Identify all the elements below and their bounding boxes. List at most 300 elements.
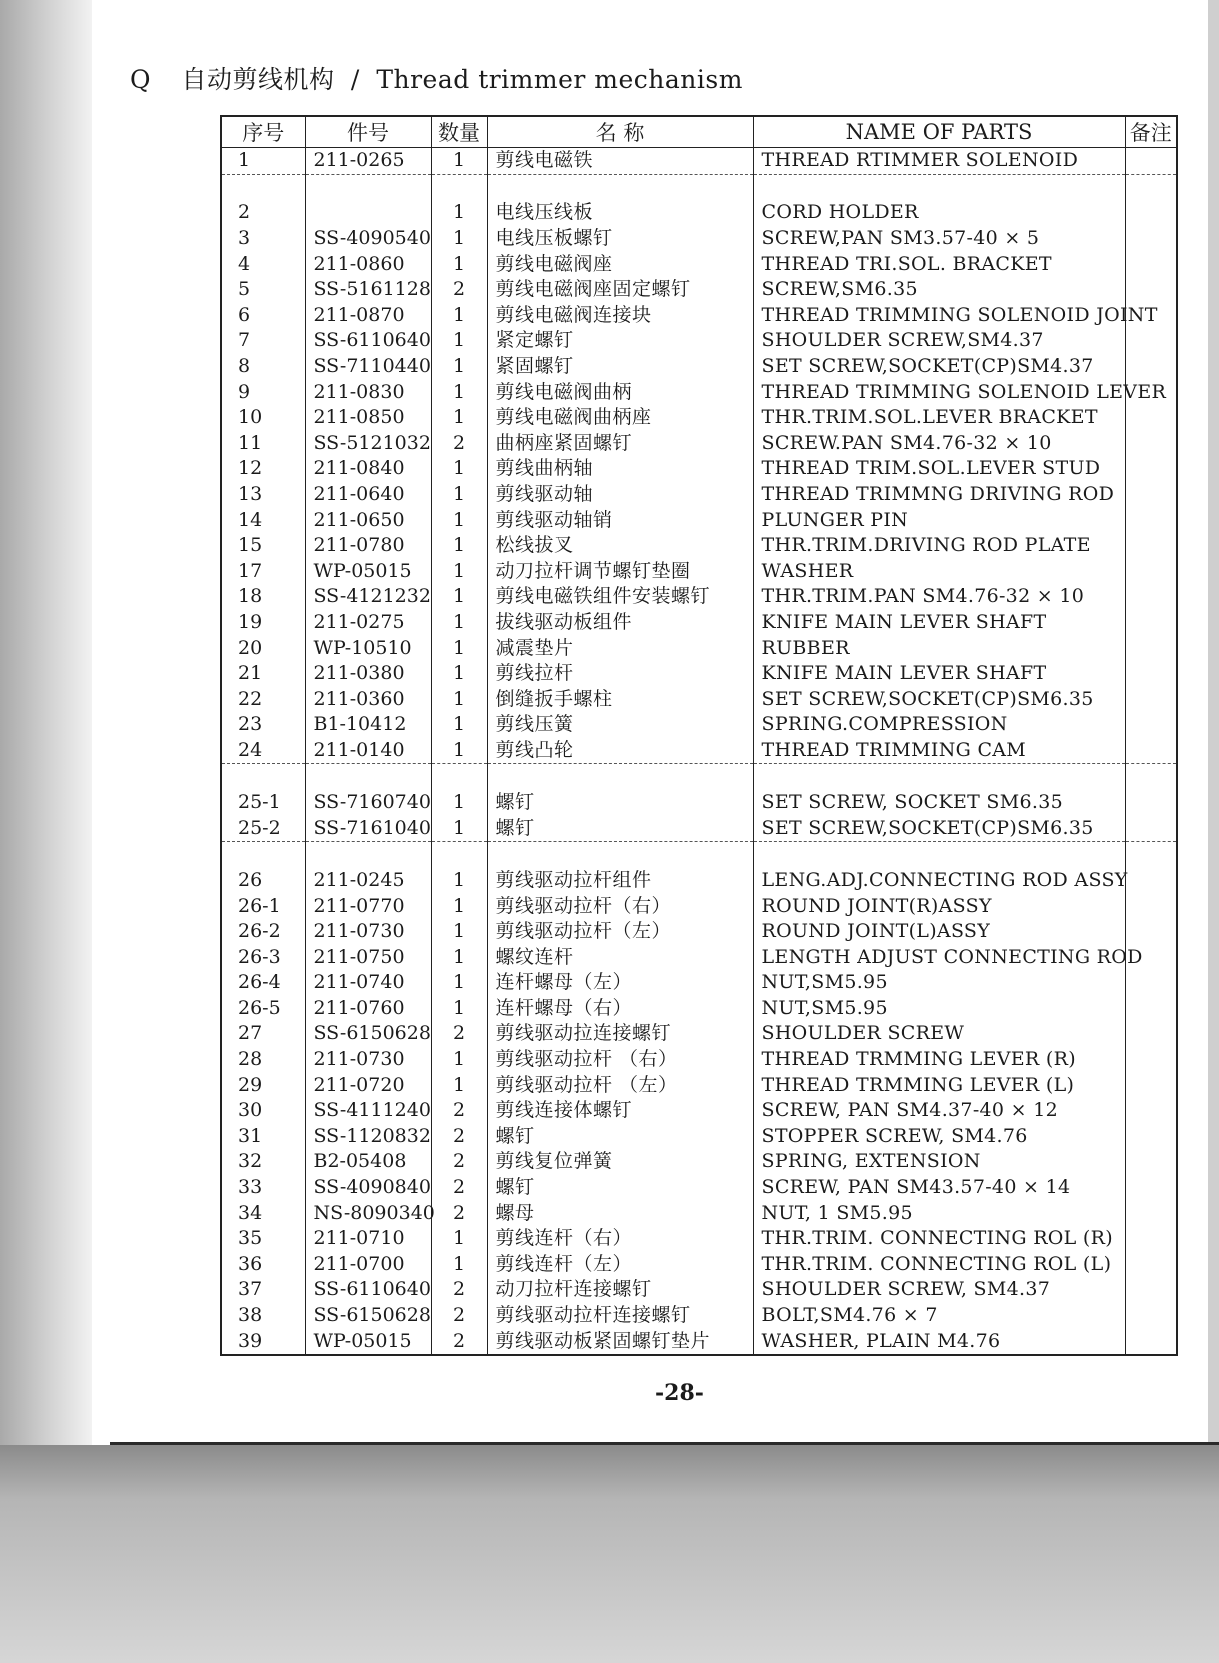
remark-cell	[1125, 226, 1177, 252]
part-number-cell: B2-05408	[305, 1149, 431, 1175]
item-number-cell: 2	[221, 200, 305, 226]
item-number-cell: 34	[221, 1200, 305, 1226]
spacer-cell	[305, 174, 431, 200]
name-english-cell: NUT,SM5.95	[753, 996, 1125, 1022]
parts-table	[220, 115, 1178, 1356]
name-chinese-cell: 剪线驱动拉杆 （右）	[487, 1047, 753, 1073]
spacer-cell	[431, 842, 487, 868]
item-number-cell: 32	[221, 1149, 305, 1175]
name-english-cell: KNIFE MAIN LEVER SHAFT	[753, 610, 1125, 636]
spacer-cell	[221, 842, 305, 868]
remark-cell	[1125, 200, 1177, 226]
part-number-cell: 211-0740	[305, 970, 431, 996]
name-english-cell: SET SCREW,SOCKET(CP)SM4.37	[753, 354, 1125, 380]
name-chinese-cell: 螺钉	[487, 815, 753, 841]
name-english-cell: ROUND JOINT(R)ASSY	[753, 893, 1125, 919]
name-chinese-cell: 剪线驱动轴销	[487, 507, 753, 533]
name-english-cell: SHOULDER SCREW	[753, 1021, 1125, 1047]
item-number-cell: 10	[221, 405, 305, 431]
part-number-cell: 211-0380	[305, 661, 431, 687]
table-row	[221, 1021, 1177, 1047]
quantity-cell: 1	[431, 893, 487, 919]
remark-cell	[1125, 533, 1177, 559]
name-english-cell: SPRING.COMPRESSION	[753, 712, 1125, 738]
item-number-cell: 9	[221, 379, 305, 405]
quantity-cell: 1	[431, 354, 487, 380]
part-number-cell: SS-7161040	[305, 815, 431, 841]
name-chinese-cell: 动刀拉杆连接螺钉	[487, 1277, 753, 1303]
name-chinese-cell: 螺纹连杆	[487, 944, 753, 970]
name-english-cell: NUT,SM5.95	[753, 970, 1125, 996]
name-english-cell: SET SCREW,SOCKET(CP)SM6.35	[753, 686, 1125, 712]
quantity-cell: 1	[431, 584, 487, 610]
item-number-cell: 21	[221, 661, 305, 687]
remark-cell	[1125, 661, 1177, 687]
quantity-cell: 1	[431, 482, 487, 508]
quantity-cell: 1	[431, 686, 487, 712]
name-english-cell: SHOULDER SCREW, SM4.37	[753, 1277, 1125, 1303]
quantity-cell: 1	[431, 970, 487, 996]
remark-cell	[1125, 738, 1177, 764]
name-english-cell: SCREW,SM6.35	[753, 277, 1125, 303]
scan-bottom-band	[0, 1445, 1219, 1663]
remark-cell	[1125, 584, 1177, 610]
remark-cell	[1125, 482, 1177, 508]
spacer-cell	[753, 174, 1125, 200]
name-english-cell: SET SCREW,SOCKET(CP)SM6.35	[753, 815, 1125, 841]
table-row	[221, 1098, 1177, 1124]
part-number-cell: 211-0360	[305, 686, 431, 712]
name-chinese-cell: 螺钉	[487, 1175, 753, 1201]
part-number-cell: SS-4090540	[305, 226, 431, 252]
quantity-cell: 2	[431, 1200, 487, 1226]
name-chinese-cell: 剪线电磁铁组件安装螺钉	[487, 584, 753, 610]
name-english-cell: NUT, 1 SM5.95	[753, 1200, 1125, 1226]
item-number-cell: 36	[221, 1252, 305, 1278]
name-chinese-cell: 剪线凸轮	[487, 738, 753, 764]
table-row	[221, 456, 1177, 482]
table-row	[221, 610, 1177, 636]
name-english-cell: THR.TRIM. CONNECTING ROL (L)	[753, 1252, 1125, 1278]
name-chinese-cell: 连杆螺母（右）	[487, 996, 753, 1022]
item-number-cell: 37	[221, 1277, 305, 1303]
name-chinese-cell: 剪线连接体螺钉	[487, 1098, 753, 1124]
item-number-cell: 25-2	[221, 815, 305, 841]
item-number-cell: 26-2	[221, 919, 305, 945]
part-number-cell: 211-0245	[305, 868, 431, 894]
remark-cell	[1125, 328, 1177, 354]
remark-cell	[1125, 1252, 1177, 1278]
table-row	[221, 815, 1177, 841]
remark-cell	[1125, 1021, 1177, 1047]
remark-cell	[1125, 1149, 1177, 1175]
part-number-cell: SS-4111240	[305, 1098, 431, 1124]
item-number-cell: 5	[221, 277, 305, 303]
table-row	[221, 1149, 1177, 1175]
item-number-cell: 39	[221, 1328, 305, 1355]
part-number-cell: SS-6150628	[305, 1303, 431, 1329]
table-row	[221, 996, 1177, 1022]
item-number-cell: 26-4	[221, 970, 305, 996]
part-number-cell: 211-0870	[305, 303, 431, 329]
spacer-cell	[1125, 764, 1177, 790]
quantity-cell: 1	[431, 1072, 487, 1098]
item-number-cell: 11	[221, 431, 305, 457]
table-row	[221, 533, 1177, 559]
part-number-cell: B1-10412	[305, 712, 431, 738]
part-number-cell: 211-0710	[305, 1226, 431, 1252]
table-row	[221, 1277, 1177, 1303]
remark-cell	[1125, 1328, 1177, 1355]
table-row	[221, 1047, 1177, 1073]
quantity-cell: 1	[431, 919, 487, 945]
quantity-cell: 1	[431, 328, 487, 354]
name-english-cell: ROUND JOINT(L)ASSY	[753, 919, 1125, 945]
name-chinese-cell: 剪线电磁阀座	[487, 251, 753, 277]
remark-cell	[1125, 1047, 1177, 1073]
table-spacer-row	[221, 174, 1177, 200]
title-separator: /	[350, 65, 360, 94]
part-number-cell: NS-8090340	[305, 1200, 431, 1226]
remark-cell	[1125, 610, 1177, 636]
table-row	[221, 482, 1177, 508]
spacer-cell	[431, 764, 487, 790]
item-number-cell: 6	[221, 303, 305, 329]
item-number-cell: 3	[221, 226, 305, 252]
name-english-cell: THREAD TRI.SOL. BRACKET	[753, 251, 1125, 277]
part-number-cell: SS-6110640	[305, 328, 431, 354]
part-number-cell	[305, 200, 431, 226]
remark-cell	[1125, 686, 1177, 712]
remark-cell	[1125, 148, 1177, 175]
table-row	[221, 277, 1177, 303]
quantity-cell: 1	[431, 868, 487, 894]
remark-cell	[1125, 996, 1177, 1022]
table-row	[221, 584, 1177, 610]
remark-cell	[1125, 277, 1177, 303]
table-row	[221, 893, 1177, 919]
remark-cell	[1125, 354, 1177, 380]
name-chinese-cell: 剪线电磁阀曲柄座	[487, 405, 753, 431]
name-chinese-cell: 剪线驱动拉杆组件	[487, 868, 753, 894]
table-row	[221, 200, 1177, 226]
table-spacer-row	[221, 842, 1177, 868]
name-english-cell: THREAD TRIMMING SOLENOID LEVER	[753, 379, 1125, 405]
quantity-cell: 1	[431, 303, 487, 329]
name-chinese-cell: 剪线电磁铁	[487, 148, 753, 175]
item-number-cell: 31	[221, 1124, 305, 1150]
table-row	[221, 868, 1177, 894]
item-number-cell: 15	[221, 533, 305, 559]
section-letter: Q	[130, 65, 151, 94]
name-english-cell: RUBBER	[753, 635, 1125, 661]
part-number-cell: SS-6110640	[305, 1277, 431, 1303]
name-chinese-cell: 松线拔叉	[487, 533, 753, 559]
quantity-cell: 1	[431, 1252, 487, 1278]
name-english-cell: SET SCREW, SOCKET SM6.35	[753, 790, 1125, 816]
spacer-cell	[1125, 174, 1177, 200]
spacer-cell	[431, 174, 487, 200]
page-title	[130, 60, 743, 96]
quantity-cell: 1	[431, 533, 487, 559]
remark-cell	[1125, 251, 1177, 277]
name-english-cell: SHOULDER SCREW,SM4.37	[753, 328, 1125, 354]
item-number-cell: 23	[221, 712, 305, 738]
part-number-cell: 211-0860	[305, 251, 431, 277]
table-row	[221, 1252, 1177, 1278]
name-chinese-cell: 剪线曲柄轴	[487, 456, 753, 482]
spacer-cell	[221, 764, 305, 790]
name-chinese-cell: 剪线驱动拉杆 （左）	[487, 1072, 753, 1098]
part-number-cell: SS-4121232	[305, 584, 431, 610]
quantity-cell: 1	[431, 148, 487, 175]
name-english-cell: THREAD TRIMMING CAM	[753, 738, 1125, 764]
table-row	[221, 1072, 1177, 1098]
table-row	[221, 738, 1177, 764]
spacer-cell	[221, 174, 305, 200]
name-english-cell: THREAD TRMMING LEVER (L)	[753, 1072, 1125, 1098]
quantity-cell: 1	[431, 815, 487, 841]
table-row	[221, 431, 1177, 457]
spacer-cell	[753, 764, 1125, 790]
item-number-cell: 33	[221, 1175, 305, 1201]
item-number-cell: 8	[221, 354, 305, 380]
name-chinese-cell: 减震垫片	[487, 635, 753, 661]
part-number-cell: 211-0830	[305, 379, 431, 405]
item-number-cell: 19	[221, 610, 305, 636]
item-number-cell: 26-1	[221, 893, 305, 919]
quantity-cell: 1	[431, 251, 487, 277]
remark-cell	[1125, 919, 1177, 945]
part-number-cell: WP-10510	[305, 635, 431, 661]
table-row	[221, 1175, 1177, 1201]
name-chinese-cell: 电线压线板	[487, 200, 753, 226]
remark-cell	[1125, 790, 1177, 816]
name-chinese-cell: 倒缝扳手螺柱	[487, 686, 753, 712]
remark-cell	[1125, 712, 1177, 738]
name-chinese-cell: 剪线连杆（左）	[487, 1252, 753, 1278]
remark-cell	[1125, 507, 1177, 533]
part-number-cell: SS-5121032	[305, 431, 431, 457]
spacer-cell	[487, 174, 753, 200]
quantity-cell: 1	[431, 790, 487, 816]
table-row	[221, 970, 1177, 996]
item-number-cell: 29	[221, 1072, 305, 1098]
header-part-no: 件号	[305, 116, 431, 148]
quantity-cell: 1	[431, 996, 487, 1022]
header-name-cn: 名 称	[487, 116, 753, 148]
table-row	[221, 405, 1177, 431]
name-chinese-cell: 剪线驱动拉杆连接螺钉	[487, 1303, 753, 1329]
name-chinese-cell: 剪线驱动拉连接螺钉	[487, 1021, 753, 1047]
part-number-cell: 211-0780	[305, 533, 431, 559]
part-number-cell: SS-7110440	[305, 354, 431, 380]
name-english-cell: SPRING, EXTENSION	[753, 1149, 1125, 1175]
name-chinese-cell: 螺母	[487, 1200, 753, 1226]
name-english-cell: THREAD TRIMMING SOLENOID JOINT	[753, 303, 1125, 329]
name-english-cell: BOLT,SM4.76 × 7	[753, 1303, 1125, 1329]
part-number-cell: 211-0640	[305, 482, 431, 508]
spacer-cell	[305, 764, 431, 790]
name-chinese-cell: 紧固螺钉	[487, 354, 753, 380]
spacer-cell	[305, 842, 431, 868]
page-number: -28-	[655, 1380, 704, 1406]
name-english-cell: SCREW.PAN SM4.76-32 × 10	[753, 431, 1125, 457]
table-row	[221, 686, 1177, 712]
remark-cell	[1125, 970, 1177, 996]
quantity-cell: 1	[431, 200, 487, 226]
header-qty: 数量	[431, 116, 487, 148]
quantity-cell: 1	[431, 712, 487, 738]
scan-right-strip	[1208, 0, 1219, 1450]
name-chinese-cell: 连杆螺母（左）	[487, 970, 753, 996]
item-number-cell: 1	[221, 148, 305, 175]
remark-cell	[1125, 815, 1177, 841]
quantity-cell: 2	[431, 1124, 487, 1150]
quantity-cell: 1	[431, 456, 487, 482]
item-number-cell: 12	[221, 456, 305, 482]
part-number-cell: SS-6150628	[305, 1021, 431, 1047]
scan-shadow-left	[0, 0, 92, 1445]
item-number-cell: 28	[221, 1047, 305, 1073]
item-number-cell: 14	[221, 507, 305, 533]
name-chinese-cell: 紧定螺钉	[487, 328, 753, 354]
quantity-cell: 2	[431, 1021, 487, 1047]
name-chinese-cell: 剪线拉杆	[487, 661, 753, 687]
name-english-cell: THR.TRIM.DRIVING ROD PLATE	[753, 533, 1125, 559]
remark-cell	[1125, 1200, 1177, 1226]
name-english-cell: THR.TRIM.PAN SM4.76-32 × 10	[753, 584, 1125, 610]
quantity-cell: 2	[431, 1277, 487, 1303]
part-number-cell: 211-0275	[305, 610, 431, 636]
part-number-cell: 211-0650	[305, 507, 431, 533]
table-row	[221, 328, 1177, 354]
part-number-cell: 211-0850	[305, 405, 431, 431]
quantity-cell: 2	[431, 1175, 487, 1201]
item-number-cell: 26-5	[221, 996, 305, 1022]
table-row	[221, 661, 1177, 687]
name-chinese-cell: 电线压板螺钉	[487, 226, 753, 252]
quantity-cell: 2	[431, 1328, 487, 1355]
part-number-cell: 211-0730	[305, 1047, 431, 1073]
remark-cell	[1125, 1124, 1177, 1150]
name-english-cell: SCREW,PAN SM3.57-40 × 5	[753, 226, 1125, 252]
name-english-cell: SCREW, PAN SM4.37-40 × 12	[753, 1098, 1125, 1124]
item-number-cell: 30	[221, 1098, 305, 1124]
remark-cell	[1125, 1175, 1177, 1201]
item-number-cell: 27	[221, 1021, 305, 1047]
table-row	[221, 1200, 1177, 1226]
name-english-cell: THREAD TRIM.SOL.LEVER STUD	[753, 456, 1125, 482]
table-row	[221, 1328, 1177, 1355]
quantity-cell: 1	[431, 559, 487, 585]
spacer-cell	[487, 842, 753, 868]
table-row	[221, 790, 1177, 816]
part-number-cell: 211-0700	[305, 1252, 431, 1278]
part-number-cell: WP-05015	[305, 559, 431, 585]
quantity-cell: 1	[431, 738, 487, 764]
item-number-cell: 35	[221, 1226, 305, 1252]
remark-cell	[1125, 1277, 1177, 1303]
name-chinese-cell: 螺钉	[487, 1124, 753, 1150]
part-number-cell: 211-0760	[305, 996, 431, 1022]
name-english-cell: STOPPER SCREW, SM4.76	[753, 1124, 1125, 1150]
item-number-cell: 7	[221, 328, 305, 354]
spacer-cell	[753, 842, 1125, 868]
quantity-cell: 2	[431, 277, 487, 303]
header-remark: 备注	[1125, 116, 1177, 148]
quantity-cell: 1	[431, 661, 487, 687]
item-number-cell: 20	[221, 635, 305, 661]
title-english: Thread trimmer mechanism	[376, 65, 743, 94]
table-row	[221, 919, 1177, 945]
name-chinese-cell: 剪线压簧	[487, 712, 753, 738]
name-chinese-cell: 剪线电磁阀座固定螺钉	[487, 277, 753, 303]
quantity-cell: 2	[431, 1149, 487, 1175]
parts-table-body	[221, 148, 1177, 1355]
table-row	[221, 944, 1177, 970]
name-chinese-cell: 拔线驱动板组件	[487, 610, 753, 636]
name-english-cell: PLUNGER PIN	[753, 507, 1125, 533]
name-english-cell: THREAD RTIMMER SOLENOID	[753, 148, 1125, 175]
table-row	[221, 251, 1177, 277]
item-number-cell: 4	[221, 251, 305, 277]
remark-cell	[1125, 1098, 1177, 1124]
name-chinese-cell: 剪线驱动轴	[487, 482, 753, 508]
item-number-cell: 26	[221, 868, 305, 894]
table-row	[221, 148, 1177, 175]
name-english-cell: KNIFE MAIN LEVER SHAFT	[753, 661, 1125, 687]
spacer-cell	[487, 764, 753, 790]
item-number-cell: 26-3	[221, 944, 305, 970]
item-number-cell: 17	[221, 559, 305, 585]
quantity-cell: 2	[431, 1303, 487, 1329]
table-row	[221, 354, 1177, 380]
table-row	[221, 303, 1177, 329]
remark-cell	[1125, 1226, 1177, 1252]
name-chinese-cell: 剪线连杆（右）	[487, 1226, 753, 1252]
remark-cell	[1125, 456, 1177, 482]
name-chinese-cell: 剪线驱动板紧固螺钉垫片	[487, 1328, 753, 1355]
part-number-cell: 211-0730	[305, 919, 431, 945]
item-number-cell: 13	[221, 482, 305, 508]
part-number-cell: 211-0140	[305, 738, 431, 764]
item-number-cell: 38	[221, 1303, 305, 1329]
table-header-row	[221, 116, 1177, 148]
quantity-cell: 2	[431, 1098, 487, 1124]
name-english-cell: CORD HOLDER	[753, 200, 1125, 226]
remark-cell	[1125, 1303, 1177, 1329]
remark-cell	[1125, 1072, 1177, 1098]
item-number-cell: 24	[221, 738, 305, 764]
item-number-cell: 25-1	[221, 790, 305, 816]
quantity-cell: 2	[431, 431, 487, 457]
table-row	[221, 559, 1177, 585]
item-number-cell: 22	[221, 686, 305, 712]
remark-cell	[1125, 635, 1177, 661]
name-english-cell: THR.TRIM.SOL.LEVER BRACKET	[753, 405, 1125, 431]
table-spacer-row	[221, 764, 1177, 790]
name-chinese-cell: 剪线驱动拉杆（右）	[487, 893, 753, 919]
header-name-en: NAME OF PARTS	[753, 116, 1125, 148]
name-chinese-cell: 剪线电磁阀连接块	[487, 303, 753, 329]
quantity-cell: 1	[431, 610, 487, 636]
part-number-cell: SS-5161128	[305, 277, 431, 303]
remark-cell	[1125, 868, 1177, 894]
quantity-cell: 1	[431, 1226, 487, 1252]
quantity-cell: 1	[431, 635, 487, 661]
name-english-cell: THREAD TRIMMNG DRIVING ROD	[753, 482, 1125, 508]
